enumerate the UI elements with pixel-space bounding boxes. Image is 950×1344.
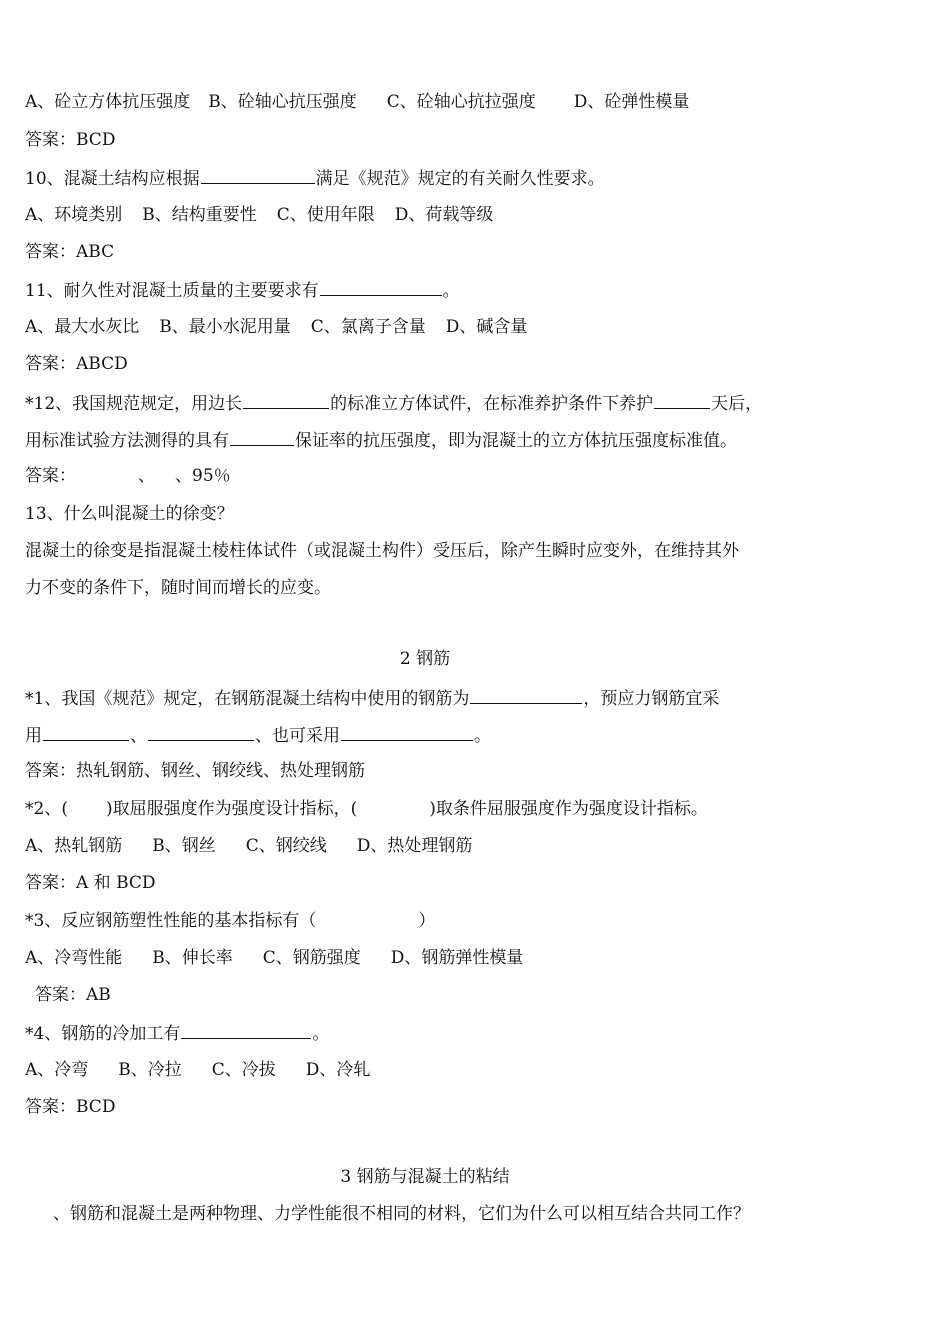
q12-blank-days [654, 390, 710, 409]
s2q3-answer: 答案：AB [35, 985, 111, 1005]
s2q3-option-c: C、钢筋强度 [262, 948, 361, 968]
s2q1-part1: *1、我国《规范》规定，在钢筋混凝土结构中使用的钢筋为 [25, 689, 470, 709]
q12-blank-side [243, 390, 329, 409]
s2q4-option-d: D、冷轧 [305, 1060, 371, 1080]
q10-blank [201, 165, 315, 184]
q11-question [25, 277, 460, 301]
s2q2-part2: )取屈服强度作为强度设计指标，( [105, 799, 358, 819]
q9-answer: 答案：BCD [25, 130, 116, 150]
q12-answer [25, 464, 231, 488]
q10-options [25, 203, 493, 227]
s2q3-part2: ） [418, 911, 436, 931]
s2q4-answer: 答案：BCD [25, 1097, 116, 1117]
section2-title: 2 钢筋 [399, 649, 451, 669]
s2q1-part3: 用 [25, 726, 42, 746]
s2q1-part4: 、也可采用 [255, 726, 340, 746]
s2q2-option-d: D、热处理钢筋 [356, 836, 473, 856]
q12-part5: 保证率的抗压强度，即为混凝土的立方体抗压强度标准值。 [295, 431, 737, 451]
q11-blank [320, 277, 442, 296]
q11-option-d: D、碱含量 [445, 317, 528, 337]
s2q2-question [25, 797, 708, 821]
s2q1-blank4 [341, 722, 473, 741]
s2q2-option-a: A、热轧钢筋 [25, 836, 123, 856]
s2q4-question [25, 1020, 329, 1044]
q11-answer: 答案：ABCD [25, 354, 128, 374]
q11-suffix: 。 [442, 281, 460, 301]
q9-options [25, 90, 689, 114]
q12-part2: 的标准立方体试件，在标准养护条件下养护 [330, 394, 654, 414]
s2q1-answer: 答案：热轧钢筋、钢丝、钢绞线、热处理钢筋 [25, 761, 365, 781]
s2q1-line2 [25, 722, 491, 746]
q10-suffix: 满足《规范》规定的有关耐久性要求。 [315, 169, 605, 189]
s2q2-options [25, 834, 472, 858]
q12-answer-sep2: 、95％ [175, 466, 231, 486]
s2q4-blank [181, 1020, 311, 1039]
s2q3-option-d: D、钢筋弹性模量 [390, 948, 524, 968]
s2q3-options [25, 946, 523, 970]
s2q3-option-b: B、伸长率 [152, 948, 233, 968]
q9-option-d: D、砼弹性模量 [573, 92, 690, 112]
s2q2-option-b: B、钢丝 [152, 836, 216, 856]
s2q2-answer: 答案：A 和 BCD [25, 873, 156, 893]
q13-answer-line2: 力不变的条件下，随时间而增长的应变。 [25, 578, 331, 598]
s2q4-suffix: 。 [312, 1024, 330, 1044]
s2q3-part1: *3、反应钢筋塑性性能的基本指标有（ [25, 911, 317, 931]
s2q4-option-c: C、冷拔 [211, 1060, 276, 1080]
q12-answer-label: 答案： [25, 466, 76, 486]
q10-question [25, 165, 605, 189]
s2q2-part1: *2、( [25, 799, 68, 819]
q11-prefix: 11、耐久性对混凝土质量的主要要求有 [25, 281, 319, 301]
section3-title: 3 钢筋与混凝土的粘结 [340, 1167, 510, 1187]
q10-option-b: B、结构重要性 [142, 205, 257, 225]
s2q2-part3: )取条件屈服强度作为强度设计指标。 [429, 799, 708, 819]
q13-question: 13、什么叫混凝土的徐变？ [25, 504, 234, 524]
q11-options [25, 315, 527, 339]
s3q1-question: 、钢筋和混凝土是两种物理、力学性能很不相同的材料，它们为什么可以相互结合共同工作？ [53, 1204, 750, 1224]
q12-blank-rate [230, 427, 294, 446]
s2q1-line1 [25, 685, 719, 709]
q12-part1: *12、我国规范规定，用边长 [25, 394, 243, 414]
q9-option-b: B、砼轴心抗压强度 [208, 92, 357, 112]
s2q1-blank2 [43, 722, 129, 741]
q10-option-c: C、使用年限 [276, 205, 375, 225]
q12-question-line1 [25, 390, 762, 414]
q10-option-a: A、环境类别 [25, 205, 123, 225]
s2q1-part5: 。 [474, 726, 491, 746]
s2q1-blank3 [148, 722, 254, 741]
q12-part3: 天后， [711, 394, 763, 414]
s2q1-blank1 [470, 685, 582, 704]
s2q4-option-b: B、冷拉 [118, 1060, 182, 1080]
s2q4-options [25, 1058, 370, 1082]
s2q4-option-a: A、冷弯 [25, 1060, 89, 1080]
s2q1-part2: ，预应力钢筋宜采 [583, 689, 720, 709]
q13-answer-line1: 混凝土的徐变是指混凝土棱柱体试件（或混凝土构件）受压后，除产生瞬时应变外，在维持其外 [25, 541, 739, 561]
q12-answer-sep1: 、 [138, 466, 155, 486]
q12-question-line2 [25, 427, 737, 451]
q10-answer: 答案：ABC [25, 242, 115, 262]
s2q4-prefix: *4、钢筋的冷加工有 [25, 1024, 181, 1044]
q10-prefix: 10、混凝土结构应根据 [25, 169, 200, 189]
q11-option-a: A、最大水灰比 [25, 317, 140, 337]
s2q3-option-a: A、冷弯性能 [25, 948, 123, 968]
s2q2-option-c: C、钢绞线 [245, 836, 327, 856]
q11-option-c: C、氯离子含量 [310, 317, 426, 337]
q11-option-b: B、最小水泥用量 [159, 317, 291, 337]
q12-part4: 用标准试验方法测得的具有 [25, 431, 229, 451]
s2q3-question [25, 909, 435, 933]
s2q1-sep: 、 [130, 726, 147, 746]
q9-option-c: C、砼轴心抗拉强度 [386, 92, 536, 112]
q10-option-d: D、荷载等级 [394, 205, 494, 225]
q9-option-a: A、砼立方体抗压强度 [25, 92, 191, 112]
